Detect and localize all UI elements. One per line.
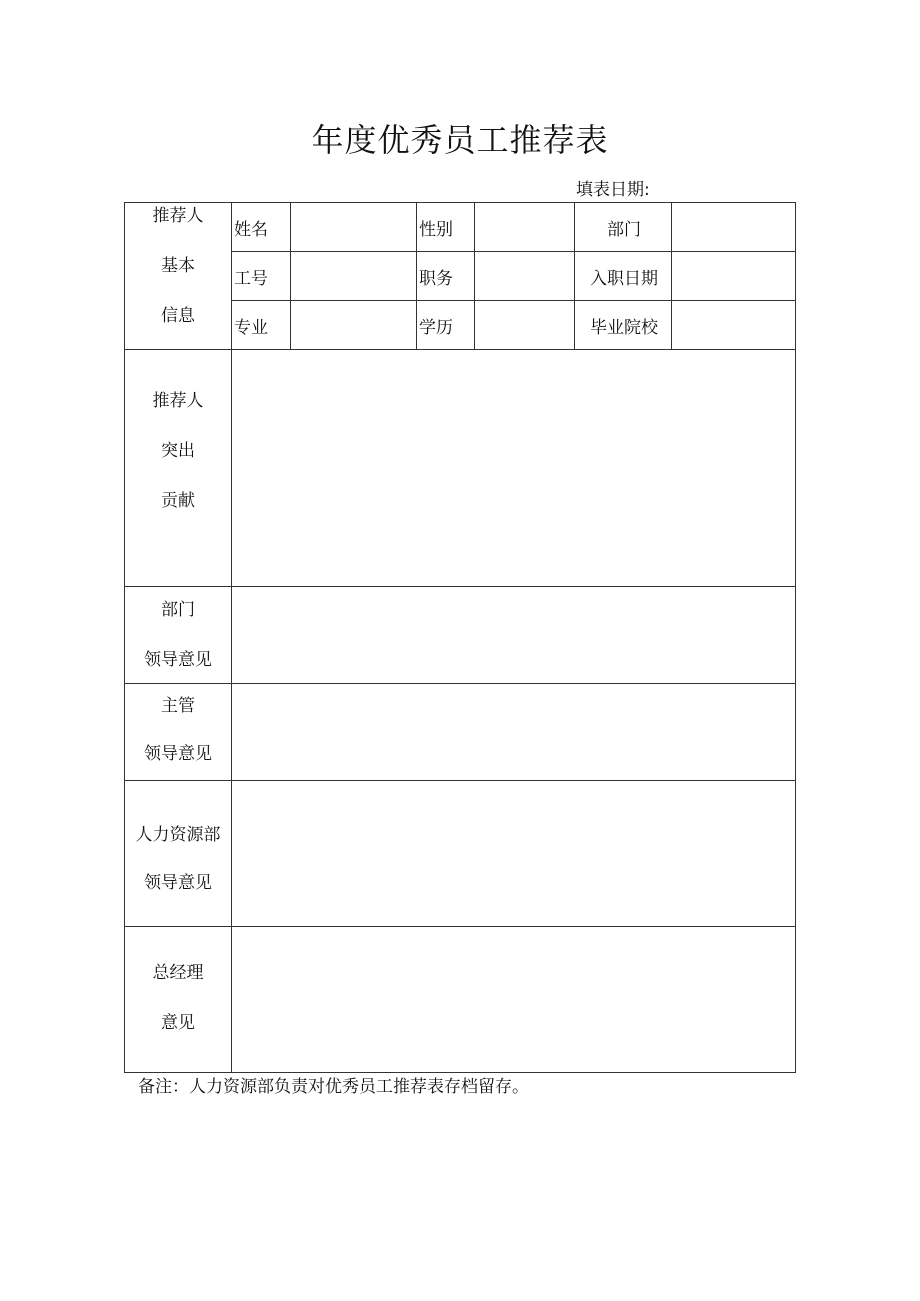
gm-opinion-row — [125, 927, 796, 1073]
label-line: 信息 — [161, 306, 195, 326]
label-line: 推荐人 — [152, 391, 204, 411]
name-field[interactable] — [291, 203, 417, 252]
gm-opinion-field[interactable] — [232, 927, 796, 1073]
position-field[interactable] — [475, 252, 575, 301]
hire-date-field[interactable] — [672, 252, 796, 301]
hr-section-label — [125, 781, 232, 927]
label-line: 推荐人 — [152, 206, 204, 226]
label-department: 部门 — [575, 203, 672, 252]
page-title: 年度优秀员工推荐表 — [311, 121, 609, 159]
label-hire-date: 入职日期 — [575, 252, 672, 301]
label-gender: 性别 — [417, 203, 475, 252]
gender-field[interactable] — [475, 203, 575, 252]
label-line: 领导意见 — [144, 650, 212, 670]
education-field[interactable] — [475, 301, 575, 350]
label-major: 专业 — [232, 301, 291, 350]
fill-date-label: 填表日期: — [576, 180, 650, 200]
label-line: 意见 — [161, 1013, 195, 1033]
label-line: 领导意见 — [144, 744, 212, 764]
dept-leader-section-label — [125, 587, 232, 684]
supervisor-opinion-row — [125, 684, 796, 781]
label-education: 学历 — [417, 301, 475, 350]
employee-id-field[interactable] — [291, 252, 417, 301]
basic-info-row-1 — [125, 203, 796, 252]
label-line: 突出 — [161, 441, 195, 461]
label-line: 领导意见 — [144, 873, 212, 893]
label-line: 部门 — [161, 600, 195, 620]
dept-leader-opinion-field[interactable] — [232, 587, 796, 684]
contribution-field[interactable] — [232, 350, 796, 587]
contribution-row — [125, 350, 796, 587]
label-line: 总经理 — [152, 963, 204, 983]
major-field[interactable] — [291, 301, 417, 350]
label-line: 基本 — [161, 256, 195, 276]
remark-note: 备注：人力资源部负责对优秀员工推荐表存档留存。 — [138, 1077, 529, 1097]
department-field[interactable] — [672, 203, 796, 252]
label-line: 贡献 — [161, 491, 195, 511]
graduate-school-field[interactable] — [672, 301, 796, 350]
label-line: 人力资源部 — [135, 825, 221, 845]
contribution-section-label — [125, 350, 232, 587]
label-position: 职务 — [417, 252, 475, 301]
basic-info-section-label — [125, 203, 232, 350]
hr-opinion-field[interactable] — [232, 781, 796, 927]
gm-section-label — [125, 927, 232, 1073]
recommendation-form — [124, 202, 796, 1073]
label-graduate-school: 毕业院校 — [575, 301, 672, 350]
label-name: 姓名 — [232, 203, 291, 252]
label-line: 主管 — [161, 696, 195, 716]
dept-leader-opinion-row — [125, 587, 796, 684]
supervisor-section-label — [125, 684, 232, 781]
hr-opinion-row — [125, 781, 796, 927]
label-employee-id: 工号 — [232, 252, 291, 301]
supervisor-opinion-field[interactable] — [232, 684, 796, 781]
